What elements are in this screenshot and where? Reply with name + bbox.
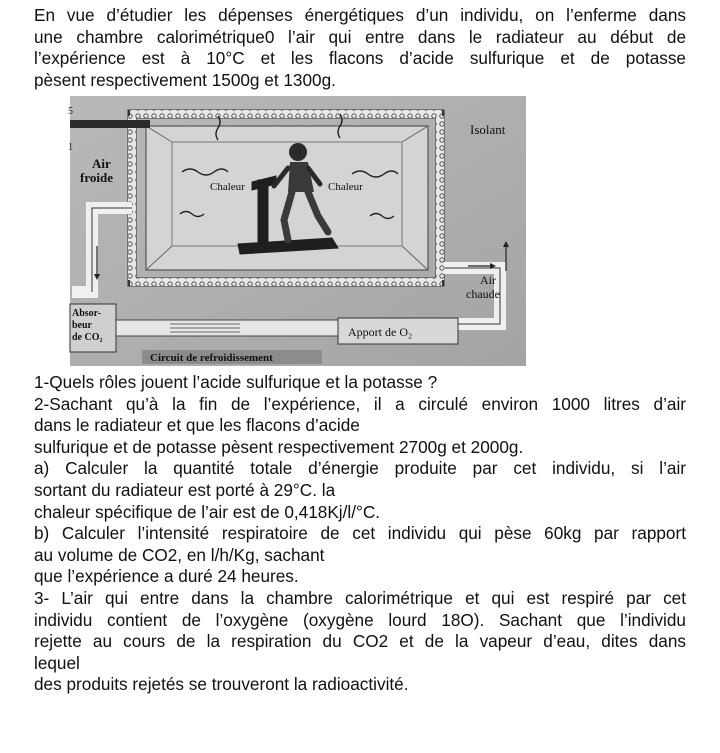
isolant-texture (128, 116, 136, 280)
question-line: b) Calculer l’intensité respiratoire de cet individu qui pèse 60kg par rapport (34, 523, 686, 544)
margin-mark: 5 (68, 106, 73, 117)
isolant-texture (130, 278, 442, 286)
intro-line: une chambre calorimétrique0 l’air qui entre dans le radiateur au début de (34, 26, 686, 47)
question-line: 1-Quels rôles jouent l’acide sulfurique et la potasse ? (34, 372, 438, 392)
label-absorbeur: Absor- (72, 308, 102, 319)
question-line: sortant du radiateur est porté à 29°C. la (34, 479, 336, 500)
label-absorbeur: beur (72, 320, 92, 331)
label-air-froide: Air (92, 156, 111, 171)
air-inlet-pipe (92, 120, 150, 128)
label-chaleur-left: Chaleur (210, 181, 245, 193)
question-line: lequel (34, 652, 80, 673)
question-line: rejette au cours de la respiration du CO2 et de la vapeur d’eau, dites dans (34, 631, 686, 652)
question-line: des produits rejetés se trouveront la radioactivité. (34, 674, 409, 695)
label-air-chaude: chaude (466, 287, 500, 301)
intro-line: l’expérience est à 10°C et les flacons d’acide sulfurique et de potasse (34, 48, 686, 69)
isolant-texture (436, 116, 444, 280)
question-line: 2-Sachant qu’à la fin de l’expérience, il a circulé environ 1000 litres d’air (34, 393, 686, 414)
intro-line: En vue d’étudier les dépenses énergétiques d’un individu, on l’enferme dans (34, 5, 686, 25)
question-line: dans le radiateur et que les flacons d’acide (34, 415, 360, 436)
question-line: chaleur spécifique de l’air est de 0,418Kj/l/°C. (34, 501, 381, 522)
label-chaleur-right: Chaleur (328, 181, 363, 193)
label-isolant: Isolant (470, 122, 506, 137)
question-line: au volume de CO2, en l/h/Kg, sachant (34, 544, 325, 565)
question-line: individu contient de l’oxygène (oxygène lourd 18O). Sachant que l’individu (34, 609, 686, 630)
intro-paragraph (34, 5, 686, 91)
label-air-froide: froide (80, 170, 113, 185)
label-apport-o2: Apport de O₂ (348, 325, 413, 339)
question-line: a) Calculer la quantité totale d’énergie produite par cet individu, si l’air (34, 458, 686, 479)
question-line: sulfurique et de potasse pèsent respectivement 2700g et 2000g. (34, 436, 524, 457)
label-air-chaude: Air (480, 273, 496, 287)
margin-mark: 1 (68, 142, 73, 153)
intro-line: pèsent respectivement 1500g et 1300g. (34, 69, 336, 90)
label-circuit: Circuit de refroidissement (150, 352, 273, 364)
isolant-texture (130, 110, 442, 118)
label-absorbeur: de CO₂ (72, 332, 103, 343)
cooling-circuit-pipe (116, 320, 372, 336)
questions-section (34, 372, 686, 696)
question-line: que l’expérience a duré 24 heures. (34, 566, 299, 587)
question-line: 3- L’air qui entre dans la chambre calorimétrique et qui est respiré par cet (34, 587, 686, 608)
calorimetric-chamber-figure (70, 96, 526, 366)
